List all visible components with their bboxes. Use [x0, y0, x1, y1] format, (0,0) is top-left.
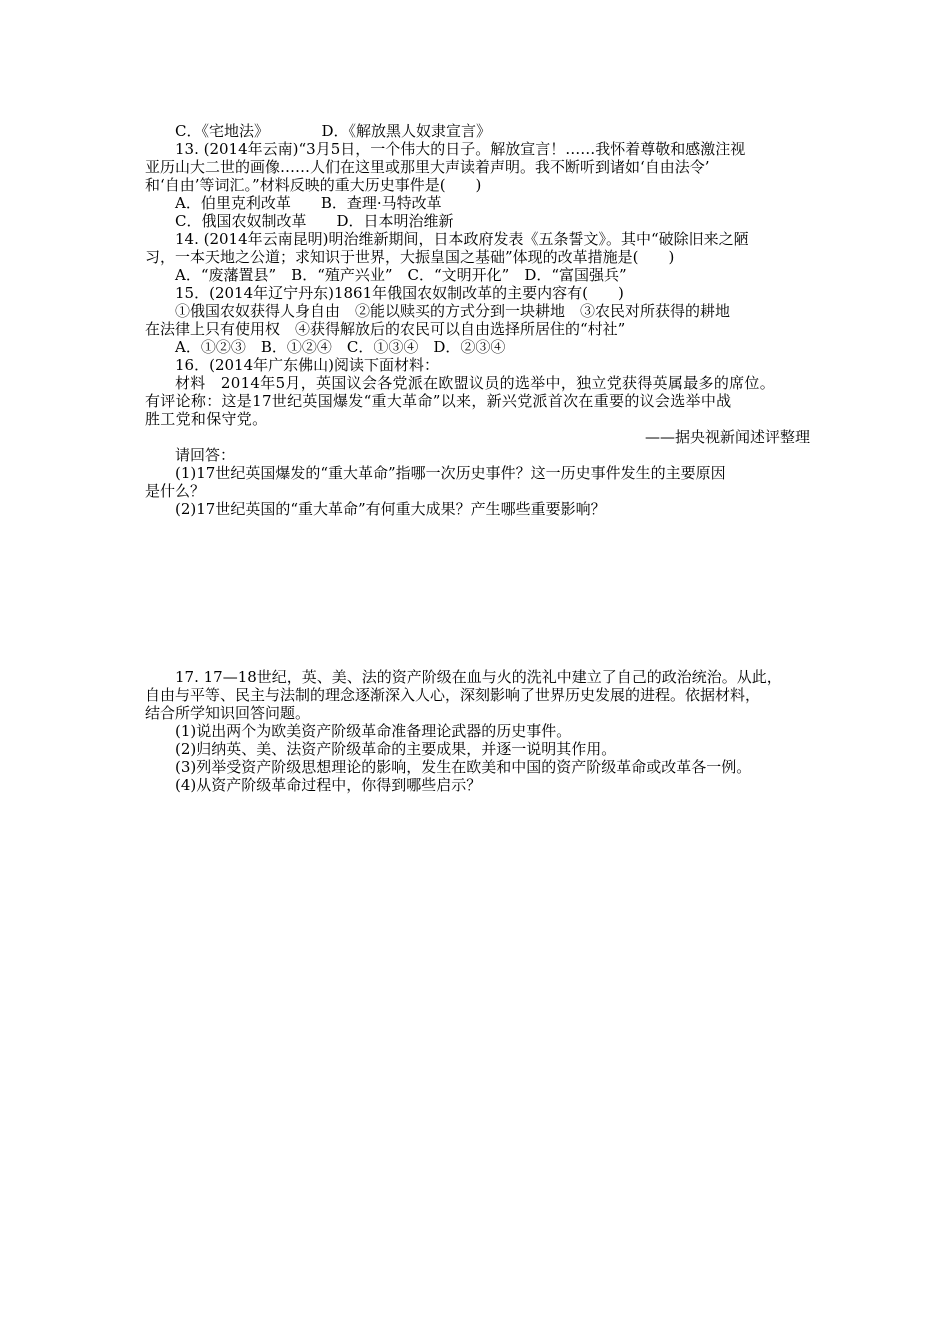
q16-source: ——据央视新闻述评整理 — [644, 428, 810, 446]
question-14 — [145, 230, 810, 284]
q14-line2: 习，一本天地之公道；求知识于世界，大振皇国之基础”体现的改革措施是( ) — [145, 248, 675, 266]
q15-line3: 在法律上只有使用权 ④获得解放后的农民可以自由选择所居住的“村社” — [145, 320, 626, 338]
q17-sub2: (2)归纳英、美、法资产阶级革命的主要成果，并逐一说明其作用。 — [175, 740, 617, 758]
q17-line3: 结合所学知识回答问题。 — [145, 704, 311, 722]
q13-line1: 13. (2014年云南)“3月5日，一个伟大的日子。解放宣言！……我怀着尊敬和感激注视 — [175, 140, 746, 158]
q15-line2: ①俄国农奴获得人身自由 ②能以赎买的方式分到一块耕地 ③农民对所获得的耕地 — [175, 302, 731, 320]
q16-sub1-line1: (1)17世纪英国爆发的“重大革命”指哪一次历史事件？这一历史事件发生的主要原因 — [175, 464, 726, 482]
q14-options: A．“废藩置县” B．“殖产兴业” C．“文明开化” D．“富国强兵” — [175, 266, 627, 284]
q16-line1: 16．(2014年广东佛山)阅读下面材料： — [175, 356, 439, 374]
document-page — [145, 122, 810, 794]
q15-line1: 15．(2014年辽宁丹东)1861年俄国农奴制改革的主要内容有( ) — [175, 284, 624, 302]
q17-sub1: (1)说出两个为欧美资产阶级革命准备理论武器的历史事件。 — [175, 722, 572, 740]
q14-line1: 14. (2014年云南昆明)明治维新期间，日本政府发表《五条誓文》。其中“破除旧来之陋 — [175, 230, 749, 248]
q13-line2: 亚历山大二世的画像……人们在这里或那里大声读着声明。我不断听到诸如‘自由法令’ — [145, 158, 710, 176]
q13-line3: 和‘自由’等词汇。”材料反映的重大历史事件是( ) — [145, 176, 482, 194]
q16-material-line3: 胜工党和保守党。 — [145, 410, 268, 428]
q17-line2: 自由与平等、民主与法制的理念逐渐深入人心，深刻影响了世界历史发展的进程。依据材料， — [145, 686, 761, 704]
q15-options: A．①②③ B．①②④ C．①③④ D．②③④ — [175, 338, 506, 356]
q17-line1: 17. 17—18世纪，英、美、法的资产阶级在血与火的洗礼中建立了自己的政治统治。从此， — [175, 668, 782, 686]
q12-options-cd: C．《宅地法》 D．《解放黑人奴隶宣言》 — [175, 122, 492, 140]
q17-sub3: (3)列举受资产阶级思想理论的影响，发生在欧美和中国的资产阶级革命或改革各一例。 — [175, 758, 752, 776]
question-17 — [145, 668, 810, 794]
q16-material-line1: 材料 2014年5月，英国议会各党派在欧盟议员的选举中，独立党获得英属最多的席位。 — [175, 374, 776, 392]
question-13 — [145, 140, 810, 230]
question-15 — [145, 284, 810, 356]
q13-options-cd: C．俄国农奴制改革 D．日本明治维新 — [175, 212, 454, 230]
q17-sub4: (4)从资产阶级革命过程中，你得到哪些启示？ — [175, 776, 482, 794]
question-16 — [145, 356, 810, 518]
q16-prompt: 请回答： — [175, 446, 236, 464]
q16-sub2: (2)17世纪英国的“重大革命”有何重大成果？产生哪些重要影响？ — [175, 500, 606, 518]
answer-space — [145, 518, 810, 668]
q13-options-ab: A．伯里克利改革 B．查理·马特改革 — [175, 194, 442, 212]
q16-sub1-line2: 是什么？ — [145, 482, 206, 500]
q16-material-line2: 有评论称：这是17世纪英国爆发“重大革命”以来，新兴党派首次在重要的议会选举中战 — [145, 392, 732, 410]
